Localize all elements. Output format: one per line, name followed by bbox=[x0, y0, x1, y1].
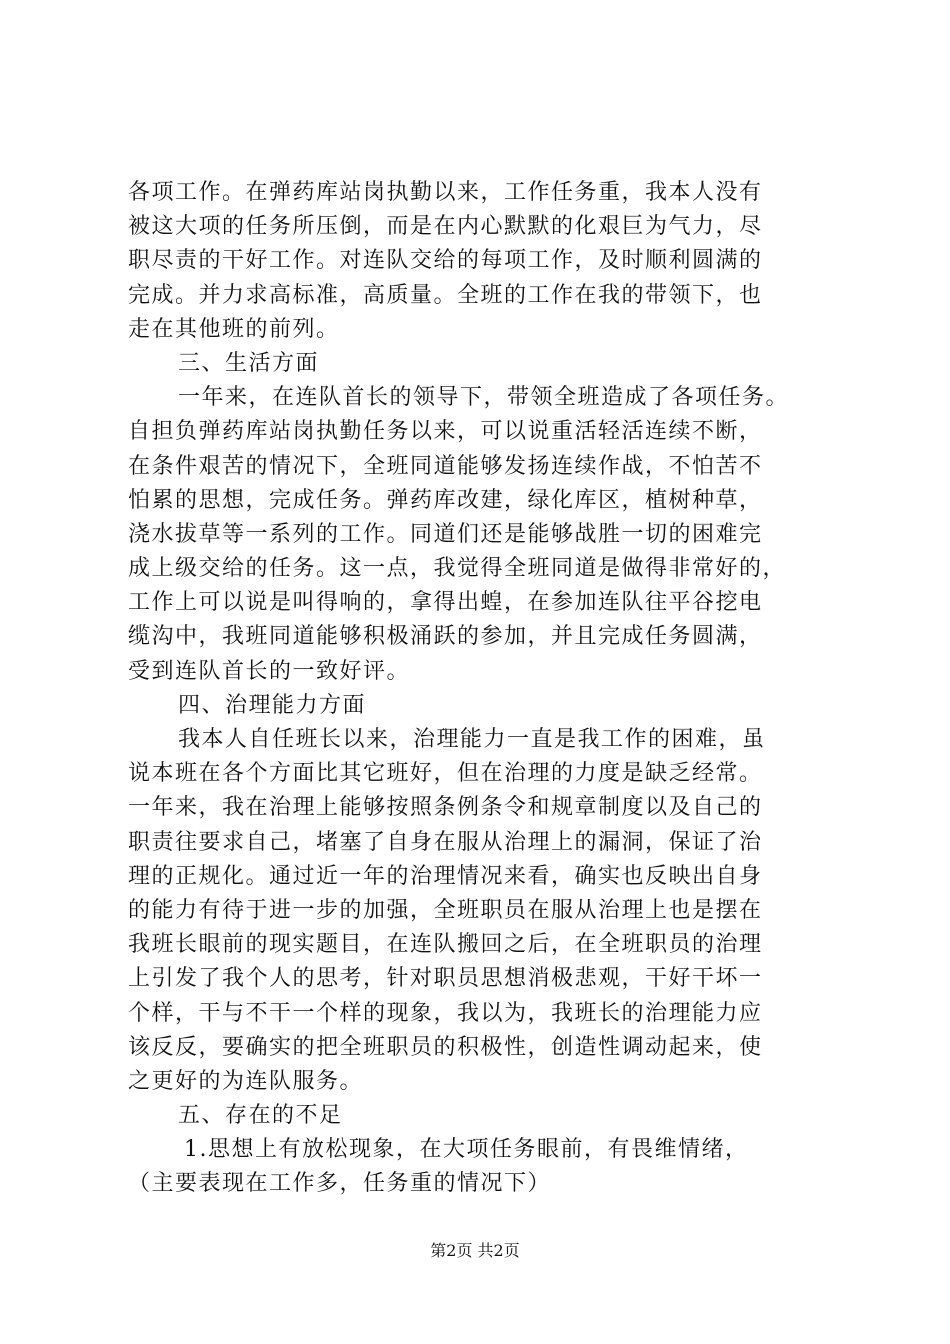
body-line: 缆沟中，我班同道能够积极涌跃的参加，并且完成任务圆满， bbox=[128, 624, 763, 650]
body-line: 我班长眼前的现实题目，在连队搬回之后，在全班职员的治理 bbox=[128, 932, 763, 958]
section-heading-life: 三、生活方面 bbox=[178, 350, 320, 376]
body-line: 之更好的为连队服务。 bbox=[128, 1068, 364, 1094]
body-line: 走在其他班的前列。 bbox=[128, 316, 340, 342]
body-line: 工作上可以说是叫得响的，拿得出蝗，在参加连队往平谷挖电 bbox=[128, 590, 763, 616]
body-line: 该反反，要确实的把全班职员的积极性，创造性调动起来，使 bbox=[128, 1034, 763, 1060]
body-line: 理的正规化。通过近一年的治理情况来看，确实也反映出自身 bbox=[128, 863, 763, 889]
numbered-item-1: 1.思想上有放松现象，在大项任务眼前，有畏维情绪， bbox=[184, 1137, 749, 1163]
body-line: 一年来，在连队首长的领导下，带领全班造成了各项任务。 bbox=[178, 385, 790, 411]
body-line: 我本人自任班长以来，治理能力一直是我工作的困难，虽 bbox=[178, 727, 766, 752]
body-line: 的能力有待于进一步的加强，全班职员在服从治理上也是摆在 bbox=[128, 897, 763, 923]
body-line: 个样，干与不干一个样的现象，我以为，我班长的治理能力应 bbox=[128, 1000, 763, 1026]
body-line: 各项工作。在弹药库站岗执勤以来，工作任务重，我本人没有 bbox=[128, 180, 763, 205]
section-heading-management: 四、治理能力方面 bbox=[178, 692, 367, 718]
page-footer: 第2页 共2页 bbox=[430, 1241, 520, 1260]
body-line: 一年来，我在治理上能够按照条例条令和规章制度以及自己的 bbox=[128, 795, 763, 821]
body-line: 被这大项的任务所压倒，而是在内心默默的化艰巨为气力，尽 bbox=[128, 214, 763, 240]
body-line: 在条件艰苦的情况下，全班同道能够发扬连续作战，不怕苦不 bbox=[128, 453, 763, 479]
body-line: 自担负弹药库站岗执勤任务以来，可以说重活轻活连续不断， bbox=[128, 419, 763, 445]
body-line: 完成。并力求高标准，高质量。全班的工作在我的带领下，也 bbox=[128, 282, 763, 308]
body-line: 怕累的思想，完成任务。弹药库改建，绿化库区，植树种草， bbox=[128, 487, 763, 513]
body-line: 受到连队首长的一致好评。 bbox=[128, 658, 411, 684]
body-line: 职责往要求自己，堵塞了自身在服从治理上的漏洞，保证了治 bbox=[128, 829, 763, 855]
body-line: 上引发了我个人的思考，针对职员思想消极悲观，干好干坏一 bbox=[128, 966, 763, 992]
section-heading-shortcomings: 五、存在的不足 bbox=[178, 1103, 343, 1129]
body-line: 职尽责的干好工作。对连队交给的每项工作，及时顺利圆满的 bbox=[128, 248, 763, 274]
document-body bbox=[128, 176, 840, 1202]
body-line: 浇水拔草等一系列的工作。同道们还是能够战胜一切的困难完 bbox=[128, 521, 763, 547]
body-line: （主要表现在工作多，任务重的情况下） bbox=[128, 1171, 552, 1197]
body-line: 成上级交给的任务。这一点，我觉得全班同道是做得非常好的， bbox=[128, 556, 787, 582]
body-line: 说本班在各个方面比其它班好，但在治理的力度是缺乏经常。 bbox=[128, 761, 763, 787]
